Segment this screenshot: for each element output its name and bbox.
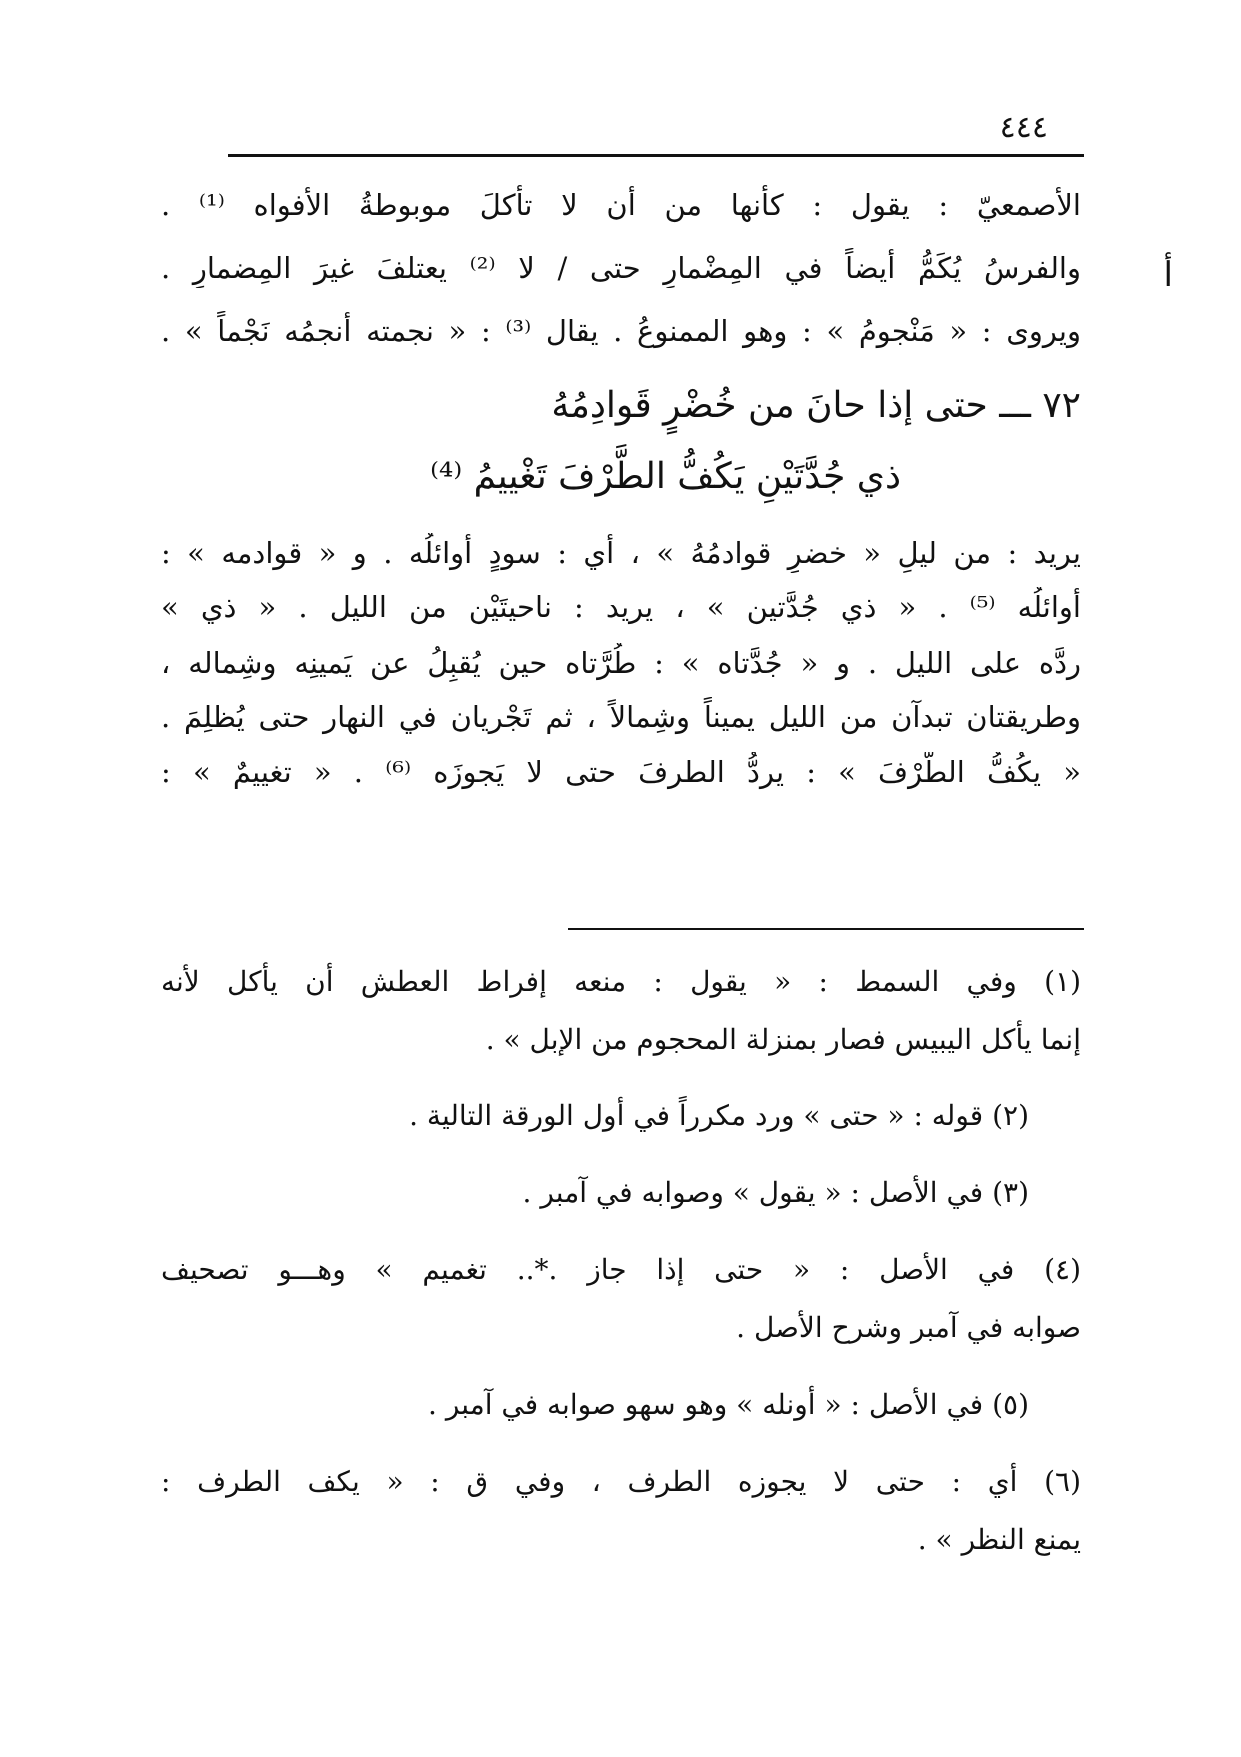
page-number: ٤٤٤	[999, 110, 1048, 145]
verse-line-first-hemistich: ٧٢ ـــ حتى إذا حانَ من خُضْرٍ قَوادِمُهُ	[551, 385, 1081, 426]
footnote-rule	[568, 928, 1084, 930]
body-line: ويروى : « مَنْجومُ » : وهو الممنوعُ . يقال ⁽³⁾ : « نجمته أنجمُه نَجْماً » .	[161, 314, 1081, 348]
verse-line-second-hemistich: ذي جُدَّتَيْنِ يَكُفُّ الطَّرْفَ تَغْييمُ ⁽⁴⁾	[430, 456, 901, 497]
commentary-line: يريد : من ليلٍ « خضرٍ قوادمُهُ » ، أي : سودٍ أوائلُه . و « قوادمه » :	[161, 536, 1081, 570]
footnote-1-line-1: (١) وفي السمط : « يقول : منعه إفراط العطش أن يأكل لأنه	[161, 965, 1081, 998]
commentary-line: أوائلُه ⁽⁵⁾ . « ذي جُدَّتين » ، يريد : ناحيتَيْن من الليل . « ذي »	[161, 590, 1081, 624]
footnote-2: (٢) قوله : « حتى » ورد مكرراً في أول الورقة التالية .	[409, 1099, 1029, 1132]
footnote-3: (٣) في الأصل : « يقول » وصوابه في آمبر .	[522, 1176, 1029, 1209]
body-line: والفرسُ يُكَمُّ أيضاً في المِضْمارِ حتى / لا ⁽²⁾ يعتلفَ غيرَ المِضمارِ .	[161, 251, 1081, 285]
footnote-4-line-1: (٤) في الأصل : « حتى إذا جاز .*.. تغميم » وهـــو تصحيف	[161, 1253, 1081, 1286]
footnote-1-line-2: إنما يأكل اليبيس فصار بمنزلة المحجوم من الإبل » .	[485, 1023, 1081, 1056]
commentary-line: « يكُفُّ الطَّرْفَ » : يردُّ الطرفَ حتى لا يَجوزَه ⁽⁶⁾ . « تغييمٌ » :	[161, 755, 1081, 789]
footnote-6-line-1: (٦) أي : حتى لا يجوزه الطرف ، وفي ق : « يكف الطرف :	[161, 1465, 1081, 1498]
footnote-6-line-2: يمنع النظر » .	[917, 1523, 1081, 1556]
footnote-4-line-2: صوابه في آمبر وشرح الأصل .	[736, 1311, 1081, 1344]
margin-folio-mark: أ	[1163, 255, 1173, 295]
body-line: الأصمعيّ : يقول : كأنها من أن لا تأكلَ موبوطةُ الأفواه ⁽¹⁾ .	[161, 188, 1081, 222]
header-rule	[228, 154, 1084, 157]
commentary-line: ردَّه على الليل . و « جُدَّتاه » : طُرَّتاه حين يُقبِلُ عن يَمينِه وشِماله ،	[161, 646, 1081, 680]
commentary-line: وطريقتان تبدآن من الليل يميناً وشِمالاً ، ثم تَجْريان في النهار حتى يُظلِمَ .	[161, 700, 1081, 734]
footnote-5: (٥) في الأصل : « أونله » وهو سهو صوابه في آمبر .	[428, 1388, 1029, 1421]
